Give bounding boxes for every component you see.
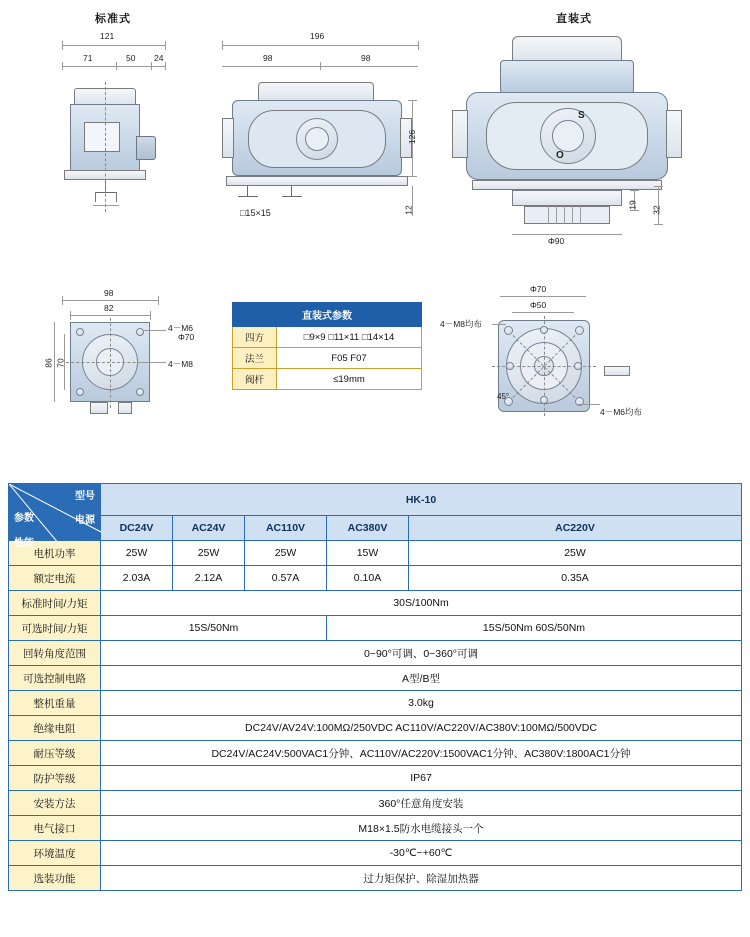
- label-4-m8: 4－M8: [168, 359, 194, 369]
- specification-table: [8, 483, 742, 891]
- cell-value: DC24V/AV24V:100MΩ/250VDC AC110V/AC220V/AC380V:100MΩ/500VDC: [101, 716, 742, 741]
- param-key: 阀杆: [233, 369, 277, 390]
- corner-label-param: 参数: [14, 513, 34, 524]
- table-row: [9, 716, 742, 741]
- label-o: O: [556, 150, 564, 161]
- corner-label-power: 电源: [75, 515, 95, 526]
- cell-value: M18×1.5防水电缆接头一个: [101, 816, 742, 841]
- table-row: [9, 791, 742, 816]
- dim-phi90: Φ90: [548, 236, 565, 246]
- row-label-insulation-resistance: 绝缘电阻: [9, 716, 101, 741]
- cell-value: 15W: [327, 541, 409, 566]
- table-row-model: [9, 484, 742, 516]
- drawing-title-standard: 标准式: [95, 13, 131, 25]
- voltage-ac220v: AC220V: [409, 516, 742, 541]
- cell-value: 25W: [409, 541, 742, 566]
- cell-value: 25W: [101, 541, 173, 566]
- param-value: □9×9 □11×11 □14×14: [277, 327, 422, 348]
- cell-value: 15S/50Nm 60S/50Nm: [327, 616, 742, 641]
- drawing-title-direct: 直装式: [556, 13, 592, 25]
- cell-value: DC24V/AC24V:500VAC1分钟、AC110V/AC220V:1500VAC1分钟、AC380V:1800AC1分钟: [101, 741, 742, 766]
- table-row-voltages: [9, 516, 742, 541]
- dim-121: 121: [100, 31, 115, 41]
- dim-82: 82: [104, 303, 114, 313]
- table-row: [9, 541, 742, 566]
- table-row: [9, 866, 742, 891]
- table-row: [233, 369, 422, 390]
- dim-32: 32: [651, 205, 662, 215]
- dim-98-c: 98: [104, 288, 114, 298]
- cell-value: -30℃~+60℃: [101, 841, 742, 866]
- label-s: S: [578, 110, 585, 121]
- voltage-dc24v: DC24V: [101, 516, 173, 541]
- label-4-m6-even: 4－M6均布: [600, 407, 643, 417]
- table-row: [9, 616, 742, 641]
- param-table-title: 直装式参数: [233, 303, 422, 327]
- table-row: [233, 327, 422, 348]
- dim-98-a: 98: [263, 53, 273, 63]
- table-row: [9, 666, 742, 691]
- voltage-ac110v: AC110V: [245, 516, 327, 541]
- voltage-ac380v: AC380V: [327, 516, 409, 541]
- dim-98-b: 98: [361, 53, 371, 63]
- table-row: [233, 348, 422, 369]
- dim-phi50: Φ50: [530, 300, 547, 310]
- row-label-control-circuit: 可选控制电路: [9, 666, 101, 691]
- table-row: [9, 566, 742, 591]
- voltage-ac24v: AC24V: [173, 516, 245, 541]
- dim-70: 70: [55, 358, 66, 368]
- cell-value: 15S/50Nm: [101, 616, 327, 641]
- dim-86: 86: [43, 358, 54, 368]
- cell-value: 过力矩保护、除湿加热器: [101, 866, 742, 891]
- row-label-electrical-interface: 电气接口: [9, 816, 101, 841]
- row-label-standard-time-torque: 标准时间/力矩: [9, 591, 101, 616]
- label-4-m8-even: 4－M8均布: [440, 319, 483, 329]
- cell-value: A型/B型: [101, 666, 742, 691]
- table-row: [9, 841, 742, 866]
- dim-12: 12: [403, 205, 414, 215]
- corner-label-performance: 性能: [14, 538, 34, 549]
- cell-value: IP67: [101, 766, 742, 791]
- corner-header-cell: [9, 484, 101, 549]
- param-key: 法兰: [233, 348, 277, 369]
- dim-71: 71: [83, 53, 93, 63]
- row-label-rated-current: 额定电流: [9, 566, 101, 591]
- param-key: 四方: [233, 327, 277, 348]
- table-row: [9, 591, 742, 616]
- label-phi70-small: Φ70: [178, 332, 195, 342]
- table-row: [9, 691, 742, 716]
- dim-square-15: □15×15: [240, 208, 271, 218]
- cell-value: 30S/100Nm: [101, 591, 742, 616]
- cell-value: 0.35A: [409, 566, 742, 591]
- dim-19: 19: [627, 200, 638, 210]
- row-label-mounting-method: 安装方法: [9, 791, 101, 816]
- table-row: [9, 641, 742, 666]
- row-label-motor-power: 电机功率: [9, 541, 101, 566]
- cell-value: 2.12A: [173, 566, 245, 591]
- dim-50: 50: [126, 53, 136, 63]
- dim-24: 24: [154, 53, 164, 63]
- row-label-optional-functions: 选装功能: [9, 866, 101, 891]
- label-4-m6: 4－M6: [168, 323, 194, 333]
- param-value: F05 F07: [277, 348, 422, 369]
- row-label-protection-class: 防护等级: [9, 766, 101, 791]
- row-label-rotation-range: 回转角度范围: [9, 641, 101, 666]
- dim-phi70: Φ70: [530, 284, 547, 294]
- cell-value: 0.57A: [245, 566, 327, 591]
- cell-value: 2.03A: [101, 566, 173, 591]
- dim-196: 196: [310, 31, 325, 41]
- table-row: [9, 741, 742, 766]
- param-value: ≤19mm: [277, 369, 422, 390]
- cell-value: 0.10A: [327, 566, 409, 591]
- label-angle-45: 45°: [497, 392, 510, 401]
- cell-value: 3.0kg: [101, 691, 742, 716]
- table-row: [9, 766, 742, 791]
- cell-value: 25W: [245, 541, 327, 566]
- cell-value: 25W: [173, 541, 245, 566]
- direct-mount-param-table: [232, 302, 422, 390]
- cell-value: 0~90°可调、0~360°可调: [101, 641, 742, 666]
- row-label-optional-time-torque: 可选时间/力矩: [9, 616, 101, 641]
- cell-value: 360°任意角度安装: [101, 791, 742, 816]
- dim-126: 126: [407, 129, 418, 145]
- row-label-ambient-temperature: 环境温度: [9, 841, 101, 866]
- row-label-voltage-withstand: 耐压等级: [9, 741, 101, 766]
- corner-label-model: 型号: [75, 491, 95, 502]
- row-label-weight: 整机重量: [9, 691, 101, 716]
- model-value: HK-10: [101, 484, 742, 516]
- table-row: [9, 816, 742, 841]
